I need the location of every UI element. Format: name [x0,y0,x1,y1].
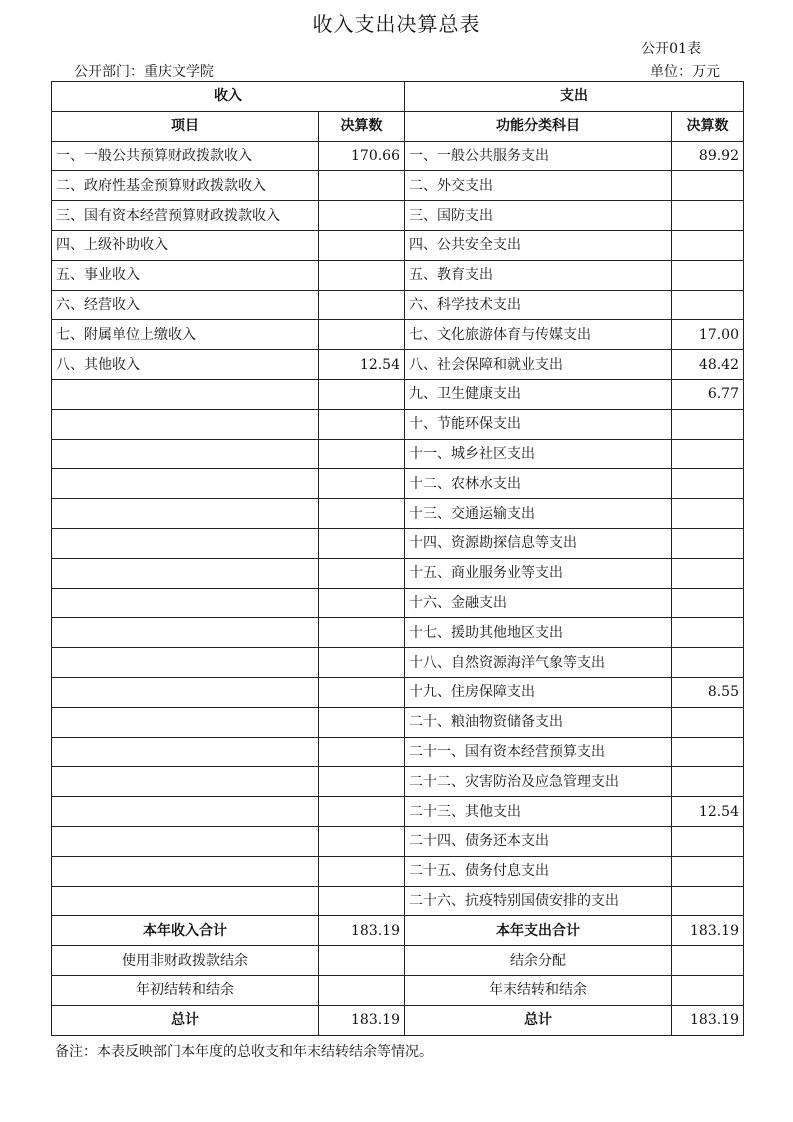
expense-item: 七、文化旅游体育与传媒支出 [405,320,672,350]
income-item [52,618,319,648]
expense-amount [672,826,744,856]
expense-amount [672,409,744,439]
expense-item: 五、教育支出 [405,260,672,290]
income-amount [319,230,405,260]
income-amount: 170.66 [319,141,405,171]
begin-balance-value [319,975,405,1005]
balance-distribution-label: 结余分配 [405,946,672,976]
income-amount [319,767,405,797]
income-amount [319,677,405,707]
table-row [52,260,744,290]
table-row [52,707,744,737]
expense-item: 十四、资源勘探信息等支出 [405,528,672,558]
income-total-value: 183.19 [319,916,405,946]
income-item [52,648,319,678]
income-item [52,767,319,797]
expense-amount [672,856,744,886]
income-item [52,469,319,499]
carryover-row [52,975,744,1005]
end-balance-label: 年末结转和结余 [405,975,672,1005]
income-item: 一、一般公共预算财政拨款收入 [52,141,319,171]
income-item: 八、其他收入 [52,350,319,380]
expense-item: 十六、金融支出 [405,588,672,618]
form-number: 公开01表 [641,41,701,57]
expense-item: 二十、粮油物资储备支出 [405,707,672,737]
income-header: 收入 [52,82,405,112]
expense-amount [672,707,744,737]
expense-amount: 17.00 [672,320,744,350]
income-amount [319,707,405,737]
table-row [52,767,744,797]
income-amount [319,797,405,827]
table-row [52,230,744,260]
expense-item: 四、公共安全支出 [405,230,672,260]
expense-amount [672,171,744,201]
grand-total-left-value: 183.19 [319,1005,405,1035]
grand-total-right-label: 总计 [405,1005,672,1035]
table-row [52,558,744,588]
table-row [52,737,744,767]
income-item [52,886,319,916]
income-amount [319,171,405,201]
department-label: 公开部门：重庆文学院 [74,64,214,80]
expense-header: 支出 [405,82,744,112]
unit-label: 单位：万元 [650,64,720,80]
table-row [52,648,744,678]
expense-item: 十五、商业服务业等支出 [405,558,672,588]
expense-item: 二十一、国有资本经营预算支出 [405,737,672,767]
grand-total-right-value: 183.19 [672,1005,744,1035]
income-item: 四、上级补助收入 [52,230,319,260]
expense-item: 十、节能环保支出 [405,409,672,439]
grand-total-left-label: 总计 [52,1005,319,1035]
income-item [52,737,319,767]
expense-amount [672,290,744,320]
income-amount [319,320,405,350]
table-row [52,826,744,856]
expense-item: 十九、住房保障支出 [405,677,672,707]
expense-item: 八、社会保障和就业支出 [405,350,672,380]
expense-item: 十八、自然资源海洋气象等支出 [405,648,672,678]
income-amount [319,648,405,678]
income-amount [319,439,405,469]
income-amount [319,290,405,320]
expense-amount [672,528,744,558]
table-row [52,856,744,886]
table-row [52,141,744,171]
income-item: 三、国有资本经营预算财政拨款收入 [52,201,319,231]
table-row [52,439,744,469]
expense-amount [672,737,744,767]
income-item [52,528,319,558]
income-item [52,499,319,529]
expense-item: 二十二、灾害防治及应急管理支出 [405,767,672,797]
expense-item: 二、外交支出 [405,171,672,201]
income-item [52,826,319,856]
income-amount [319,856,405,886]
expense-amount: 12.54 [672,797,744,827]
expense-amount: 48.42 [672,350,744,380]
table-row [52,171,744,201]
expense-amount [672,618,744,648]
expense-item: 十三、交通运输支出 [405,499,672,529]
income-amount [319,528,405,558]
table-row [52,350,744,380]
expense-item: 十一、城乡社区支出 [405,439,672,469]
expense-amount [672,469,744,499]
income-item: 六、经营收入 [52,290,319,320]
table-row [52,409,744,439]
expense-total-label: 本年支出合计 [405,916,672,946]
annual-total-row [52,916,744,946]
expense-total-value: 183.19 [672,916,744,946]
function-item-column-header: 功能分类科目 [405,111,672,141]
income-amount: 12.54 [319,350,405,380]
income-amount [319,588,405,618]
income-amount [319,409,405,439]
expense-amount-column-header: 决算数 [672,111,744,141]
expense-item: 二十六、抗疫特别国债安排的支出 [405,886,672,916]
table-row [52,797,744,827]
income-amount [319,558,405,588]
expense-amount: 6.77 [672,379,744,409]
expense-item: 二十三、其他支出 [405,797,672,827]
income-expense-table [51,81,744,1036]
income-amount [319,469,405,499]
table-row [52,588,744,618]
table-row [52,379,744,409]
expense-item: 十二、农林水支出 [405,469,672,499]
table-row [52,528,744,558]
income-amount [319,737,405,767]
table-row [52,290,744,320]
table-row [52,677,744,707]
income-item: 五、事业收入 [52,260,319,290]
expense-item: 六、科学技术支出 [405,290,672,320]
expense-amount [672,499,744,529]
income-amount [319,826,405,856]
table-row [52,320,744,350]
expense-amount [672,767,744,797]
expense-amount [672,439,744,469]
income-amount-column-header: 决算数 [319,111,405,141]
expense-amount [672,886,744,916]
item-column-header: 项目 [52,111,319,141]
expense-amount [672,201,744,231]
expense-item: 三、国防支出 [405,201,672,231]
expense-item: 十七、援助其他地区支出 [405,618,672,648]
expense-amount [672,260,744,290]
expense-amount [672,648,744,678]
balance-distribution-value [672,946,744,976]
income-item: 七、附属单位上缴收入 [52,320,319,350]
income-item [52,856,319,886]
income-item: 二、政府性基金预算财政拨款收入 [52,171,319,201]
income-item [52,439,319,469]
expense-amount [672,230,744,260]
grand-total-row [52,1005,744,1035]
begin-balance-label: 年初结转和结余 [52,975,319,1005]
table-column-header-row [52,111,744,141]
non-fiscal-balance-value [319,946,405,976]
table-group-header-row [52,82,744,112]
table-row [52,886,744,916]
expense-amount [672,588,744,618]
income-item [52,797,319,827]
income-amount [319,618,405,648]
income-amount [319,886,405,916]
expense-item: 一、一般公共服务支出 [405,141,672,171]
non-fiscal-balance-label: 使用非财政拨款结余 [52,946,319,976]
income-amount [319,379,405,409]
table-row [52,469,744,499]
expense-item: 二十五、债务付息支出 [405,856,672,886]
expense-amount [672,558,744,588]
page-title: 收入支出决算总表 [312,12,481,36]
income-item [52,379,319,409]
footnote: 备注：本表反映部门本年度的总收支和年末结转结余等情况。 [55,1044,433,1060]
income-amount [319,260,405,290]
expense-item: 九、卫生健康支出 [405,379,672,409]
income-total-label: 本年收入合计 [52,916,319,946]
income-amount [319,499,405,529]
expense-amount: 8.55 [672,677,744,707]
income-item [52,409,319,439]
income-amount [319,201,405,231]
table-row [52,201,744,231]
income-item [52,677,319,707]
expense-amount: 89.92 [672,141,744,171]
end-balance-value [672,975,744,1005]
balance-usage-row [52,946,744,976]
income-item [52,588,319,618]
table-row [52,499,744,529]
income-item [52,558,319,588]
income-item [52,707,319,737]
expense-item: 二十四、债务还本支出 [405,826,672,856]
table-row [52,618,744,648]
